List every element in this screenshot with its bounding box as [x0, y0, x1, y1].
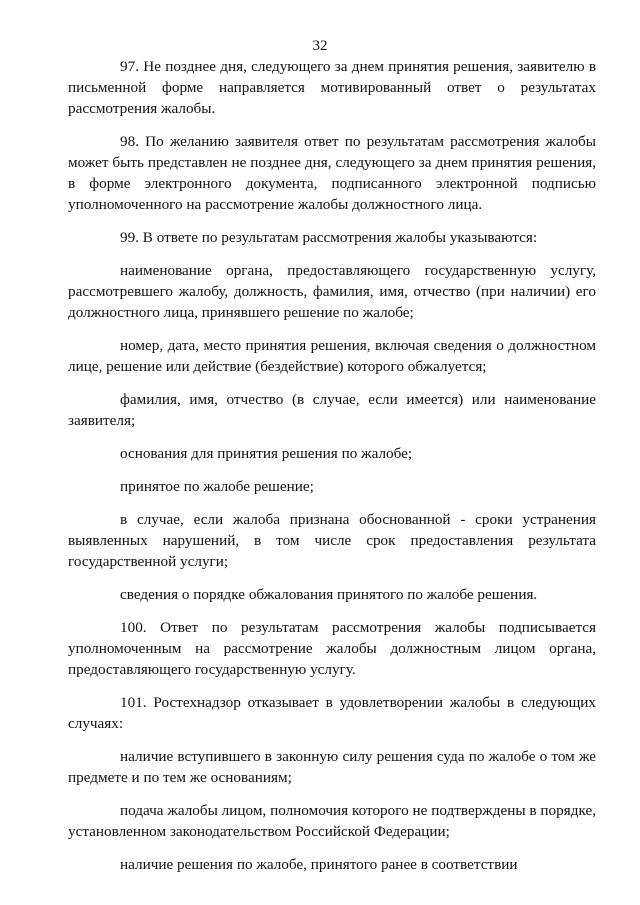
paragraph-101: 101. Ростехнадзор отказывает в удовлетворении жалобы в следующих случаях:: [68, 694, 596, 732]
list-item-applicant-name: фамилия, имя, отчество (в случае, если имеется) или наименование заявителя;: [68, 391, 596, 429]
paragraph-97: 97. Не позднее дня, следующего за днем принятия решения, заявителю в письменной форме направляется мотивированный ответ о результатах рассмотрения жалобы.: [68, 58, 596, 117]
list-item-organ-name: наименование органа, предоставляющего государственную услугу, рассмотревшего жалобу, должность, фамилия, имя, отчество (при наличии) его должностного лица, принявшего решение по жалобе;: [68, 262, 596, 321]
list-item-appeal-procedure: сведения о порядке обжалования принятого по жалобе решения.: [120, 586, 538, 603]
page-number: 32: [312, 38, 328, 54]
list-item-court-decision: наличие вступившего в законную силу решения суда по жалобе о том же предмете и по тем же основаниям;: [68, 748, 596, 786]
list-item-unconfirmed-authority: подача жалобы лицом, полномочия которого не подтверждены в порядке, установленном законодательством Российской Федерации;: [68, 802, 596, 840]
list-item-decision-details: номер, дата, место принятия решения, включая сведения о должностном лице, решение или действие (бездействие) которого обжалуется;: [68, 337, 596, 375]
paragraph-100: 100. Ответ по результатам рассмотрения жалобы подписывается уполномоченным на рассмотрение жалобы должностным лицом органа, предоставляющего государственную услугу.: [68, 619, 596, 678]
list-item-remedy-terms: в случае, если жалоба признана обоснованной - сроки устранения выявленных нарушений, в том числе срок предоставления результата государственной услуги;: [68, 511, 596, 570]
document-body: [68, 56, 596, 887]
list-item-decision: принятое по жалобе решение;: [120, 478, 314, 495]
paragraph-98: 98. По желанию заявителя ответ по результатам рассмотрения жалобы может быть представлен не позднее дня, следующего за днем принятия решения, в форме электронного документа, подписанного электронной подписью уполномоченного на рассмотрение жалобы должностного лица.: [68, 133, 596, 213]
list-item-grounds: основания для принятия решения по жалобе;: [120, 445, 413, 462]
paragraph-99: 99. В ответе по результатам рассмотрения жалобы указываются:: [120, 229, 538, 246]
list-item-prior-decision: наличие решения по жалобе, принятого ранее в соответствии: [120, 856, 518, 873]
